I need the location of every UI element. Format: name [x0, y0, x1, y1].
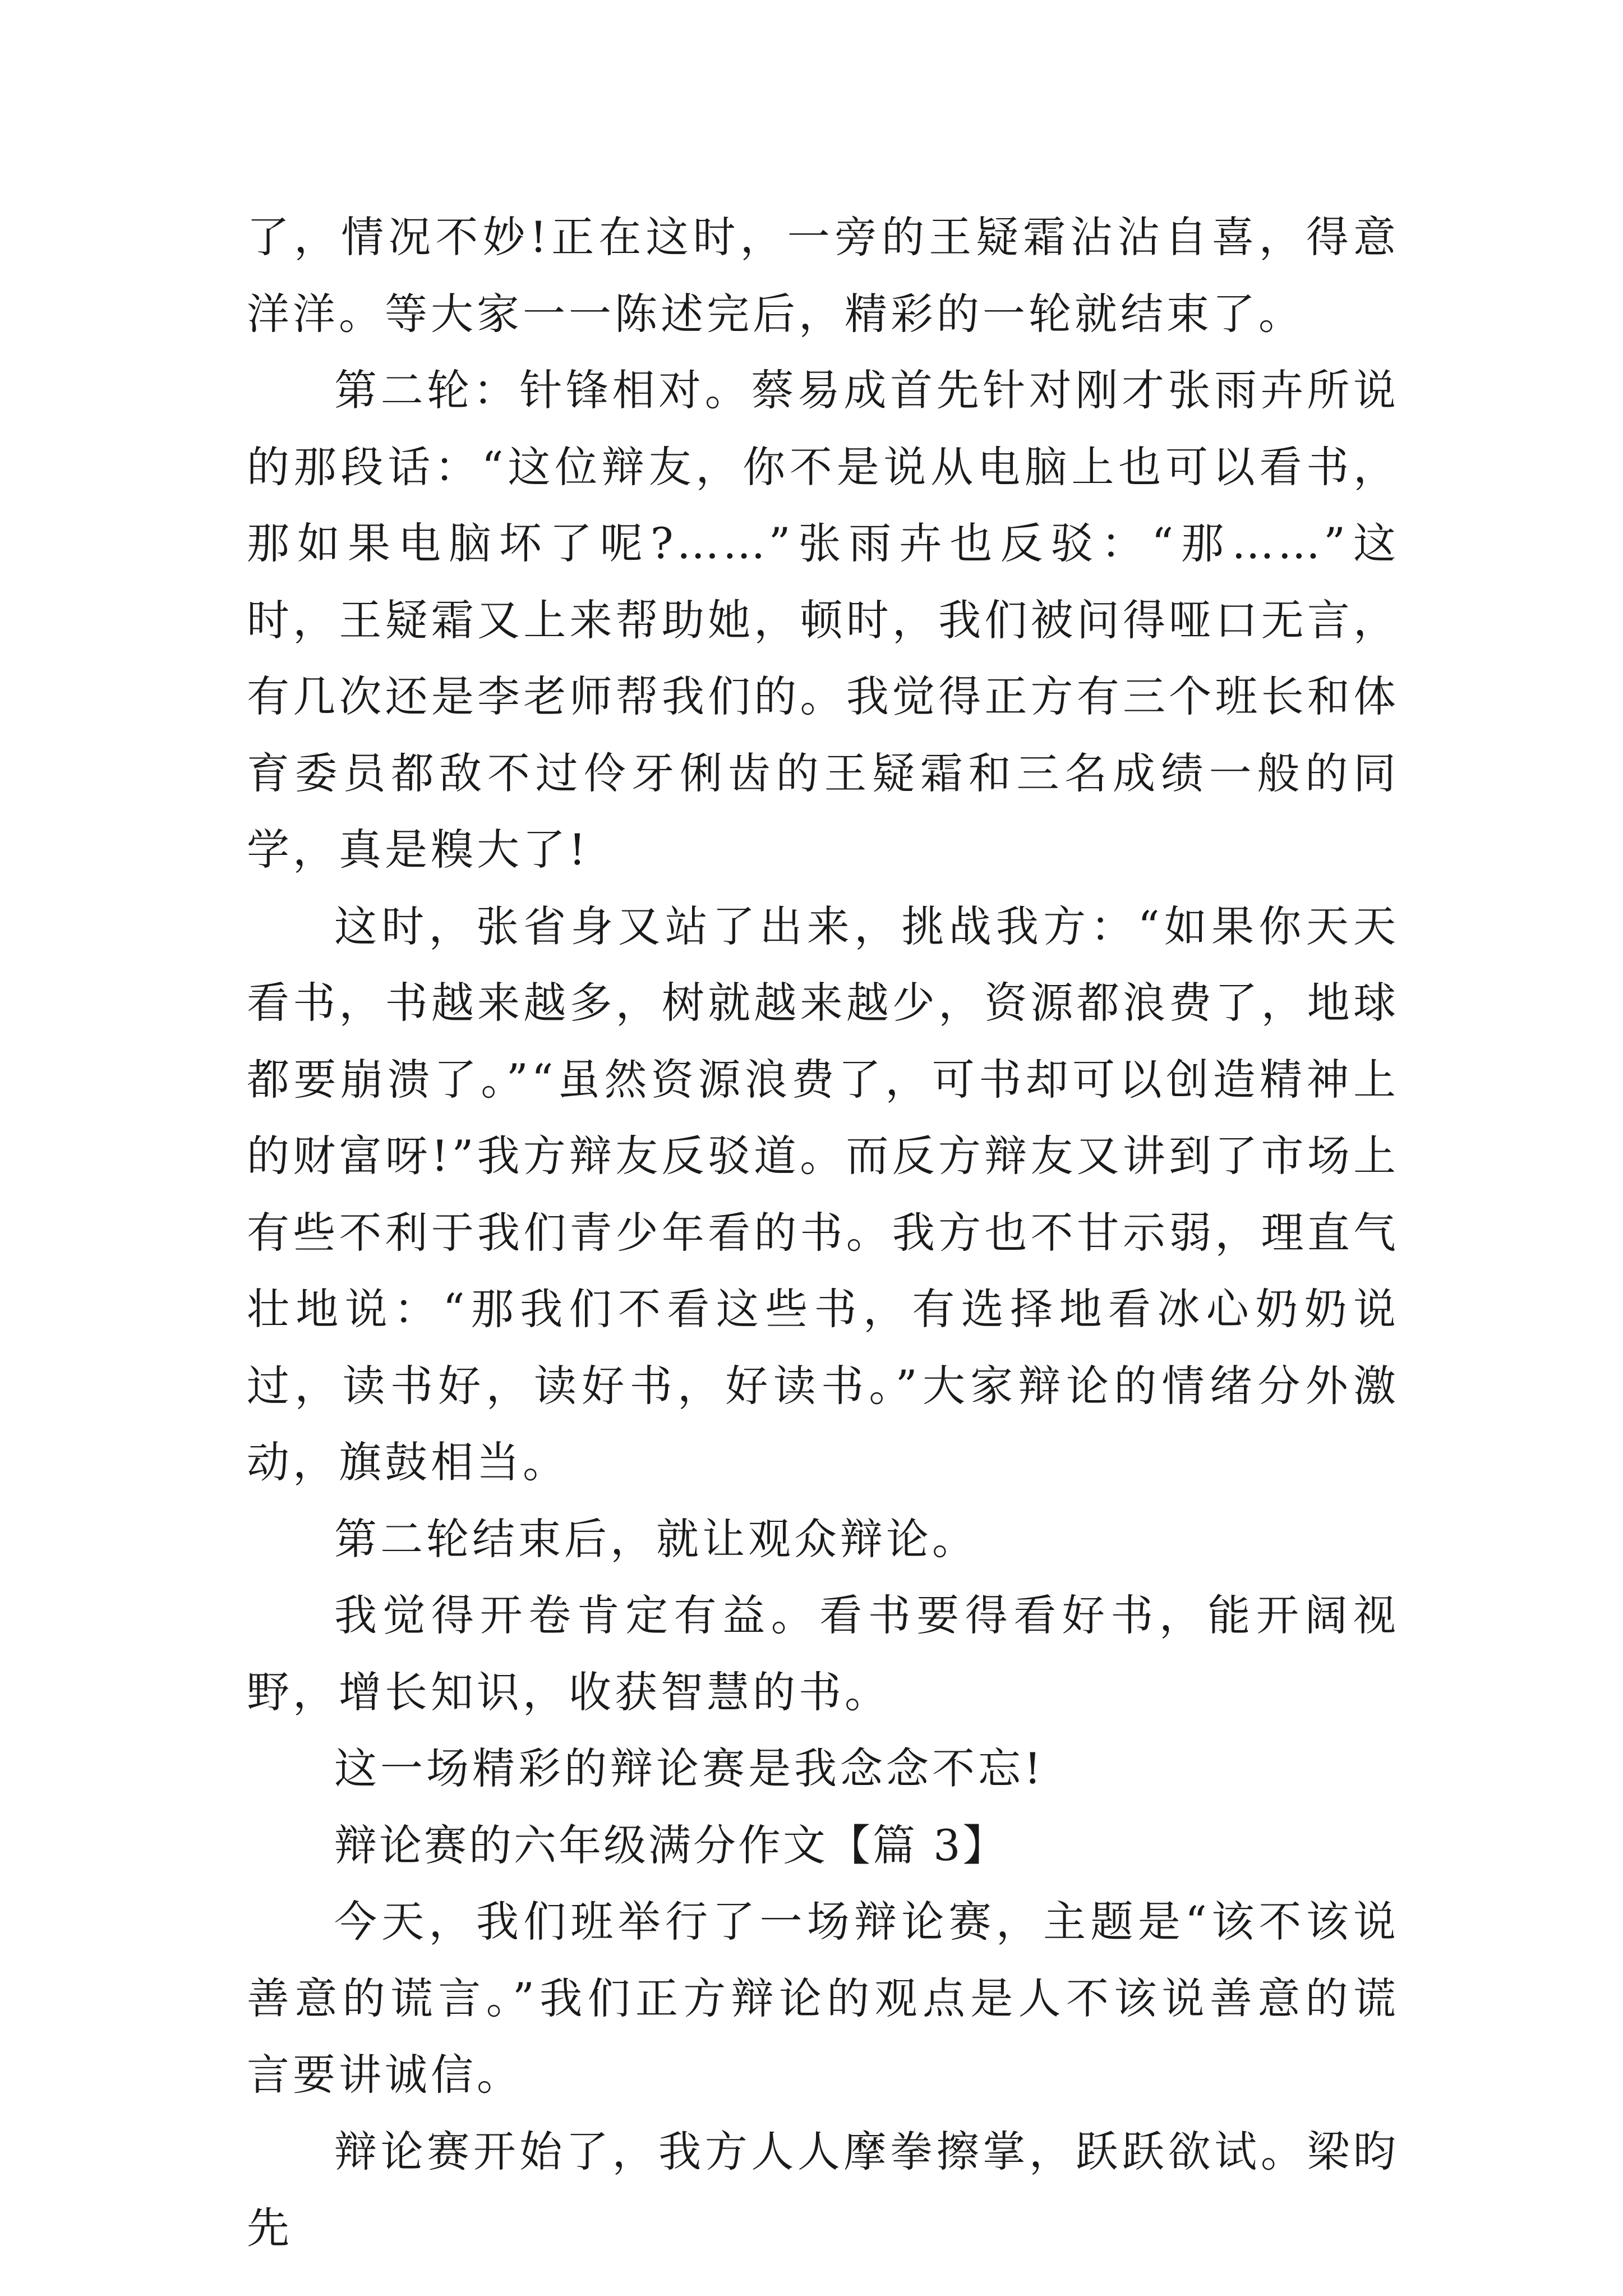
- paragraph-6: 这一场精彩的辩论赛是我念念不忘!: [334, 1743, 1045, 1793]
- paragraph-2: 第二轮：针锋相对。蔡易成首先针对刚才张雨卉所说的那段话：“这位辩友，你不是说从电脑上也可以看书，那如果电脑坏了呢?……”张雨卉也反驳：“那……”这时，王疑霜又上来帮助她，顿时，我们被问得哑口无言，有几次还是李老师帮我们的。我觉得正方有三个班长和体育委员都敌不过伶牙俐齿的王疑霜和三名成绩一般的同学，真是糗大了!: [247, 365, 1399, 875]
- paragraph-3: 这时，张省身又站了出来，挑战我方：“如果你天天看书，书越来越多，树就越来越少，资源都浪费了，地球都要崩溃了。”“虽然资源浪费了，可书却可以创造精神上的财富呀!”我方辩友反驳道。而反方辩友又讲到了市场上有些不利于我们青少年看的书。我方也不甘示弱，理直气壮地说：“那我们不看这些书，有选择地看冰心奶奶说过，读书好，读好书，好读书。”大家辩论的情绪分外激动，旗鼓相当。: [247, 901, 1399, 1487]
- section-heading: 辩论赛的六年级满分作文【篇 3】: [334, 1820, 1008, 1870]
- paragraph-5: 我觉得开卷肯定有益。看书要得看好书，能开阔视野，增长知识，收获智慧的书。: [247, 1590, 1399, 1717]
- paragraph-7: 今天，我们班举行了一场辩论赛，主题是“该不该说善意的谎言。”我们正方辩论的观点是人不该说善意的谎言要讲诚信。: [247, 1897, 1399, 2100]
- paragraph-1: 了，情况不妙!正在这时，一旁的王疑霜沾沾自喜，得意洋洋。等大家一一陈述完后，精彩的一轮就结束了。: [247, 212, 1399, 339]
- paragraph-4: 第二轮结束后，就让观众辩论。: [334, 1513, 978, 1564]
- document-body: [247, 199, 1399, 2267]
- paragraph-8: 辩论赛开始了，我方人人摩拳擦掌，跃跃欲试。梁昀先: [247, 2126, 1399, 2253]
